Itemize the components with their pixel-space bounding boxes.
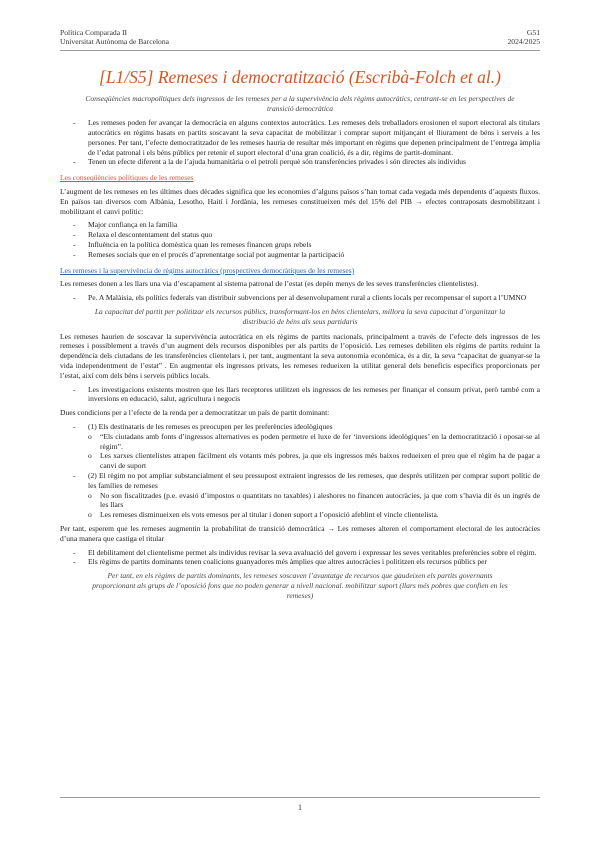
list-item: - Remeses socials que en el procés d’aprenentatge social pot augmentar la participació: [60, 250, 540, 260]
paragraph: Les remeses donen a les llars una via d’escapament al sistema patronal de l’estat (es depèn menys de les seves transferències clientelistes).: [60, 279, 479, 289]
final-list: [60, 548, 540, 568]
intro-list: [60, 118, 540, 167]
page-header: [60, 28, 540, 51]
paragraph: Les remeses haurien de soscavar la supervivència autocràtica en els règims de partits nacionals, principalment a través de l’efecte dels ingressos de les remeses i possiblement a través d’un augment dels recursos disponibles per als partits de l’oposició. Les remeses debiliten els règims de partits reduint la dependència dels ciutadans de les transferències clientelars i, per tant, augmentant la seva autonomia econòmica, és a dir, la seva “capacitat de guanyar-se la vida independentment de l’estat” . En augmentar els ingressos privats, les remeses redueixen la utilitat general dels beneficis específics proporcionats per l’estat, així com dels béns i serveis públics locals.: [60, 331, 540, 380]
paragraph: Per tant, esperem que les remeses augmentin la probabilitat de transició democràtica → Les remeses alteren el comportament electoral de les autocràcies d’una manera que castiga el titular: [60, 523, 540, 543]
example-list: [60, 293, 540, 303]
list-item: [60, 471, 540, 520]
conditions-list: [60, 422, 540, 520]
academic-year: 2024/2025: [507, 37, 540, 47]
section-heading-survival: Les remeses i la supervivència de règims autocràtics (prospectives democràtiques de les remeses): [60, 265, 355, 275]
list-item: - Pe. A Malàisia, els polítics federals van distribuir subvencions per al desenvolupament rural a clients locals per recompensar el suport a l’UMNO: [60, 293, 540, 303]
list-item: - Influència en la política domèstica quan les remeses financen grups rebels: [60, 240, 540, 250]
list-item: [60, 422, 540, 471]
header-left: [60, 28, 169, 46]
list-item: - Els règims de partits dominants tenen coalicions guanyadores més àmplies que altres autocràcies i polititzen els recursos públics per: [60, 557, 540, 567]
course-name: Política Comparada II: [60, 28, 128, 37]
paragraph: Dues condicions per a l’efecte de la renda per a democratitzar un país de partit dominant:: [60, 408, 330, 418]
document-title: [L1/S5] Remeses i democratització (Escribà-Folch et al.): [99, 67, 501, 87]
research-list: [60, 385, 540, 405]
list-item: - Major confiança en la família: [60, 220, 540, 230]
list-item: - Les remeses poden fer avançar la democràcia en alguns contextos autocràtics. Les remeses dels treballadors erosionen el suport electoral als titulars autocràtics en règims basats en partits soscavant la seva capacitat de mobilitzar i comprar suport mitjançant el lliurament de béns i serveis a les persones. Per tant, l’efecte democratitzador de les remeses hauria de resultar més important en règims que depenen principalment de l’entrega àmplia de l’edat patronal i els béns públics per retenir el suport electoral d’una gran coalició, és a dir, règims de partit-dominant.: [60, 118, 540, 157]
list-item: - Les investigacions existents mostren que les llars receptores utilitzen els ingressos de les remeses per finançar el consum privat, però també com a inversions en educació, salut, agricultura i negocis: [60, 385, 540, 405]
effects-list: [60, 220, 540, 259]
list-item: - Relaxa el descontentament del status quo: [60, 230, 540, 240]
sub-list-item: o “Els ciutadans amb fonts d’ingressos alternatives es poden permetre el luxe de fer ‘inversions ideològiques’ en la democratització i oposar-se al règim”.: [60, 432, 540, 452]
university-name: Universitat Autònoma de Barcelona: [60, 37, 170, 47]
list-item: - Tenen un efecte diferent a la de l’ajuda humanitària o el petroli perquè són transferències privades i són directes als individus: [60, 157, 540, 167]
page-number: 1: [298, 803, 302, 812]
italic-quote: La capacitat del partit per polititzar els recursos públics, transformant-los en béns clientelars, millora la seva capacitat d’organitzar la distribució de béns als seus partidaris: [94, 307, 506, 326]
sub-list: [88, 491, 540, 520]
sub-list-item: o Les remeses disminueixen els vots emesos per al titular i donen suport a l’oposició afeblint el vincle clientelista.: [60, 510, 540, 520]
italic-quote: Per tant, en els règims de partits dominants, les remeses soscaven l’avantatge de recursos que gaudeixen els partits governants proporcionant als grups de l’oposició fons que no poden generar a nivell nacional. mobilitzar suport (llars més pobres que confien en les remeses): [92, 571, 508, 600]
section-heading-consequences: Les conseqüències polítiques de les remeses: [60, 173, 194, 183]
condition-1-text: (1) Els destinataris de les remeses es preocupen per les preferències ideològiques: [88, 421, 333, 431]
header-right: [508, 28, 541, 46]
group-code: G51: [526, 28, 540, 37]
sub-list-item: o No son fiscalitzades (p.e. evasió d’impostos o quantitats no taxables) i aleshores no financen autocràcies, ja que com s’havia dit és un ingrés de les llars: [60, 491, 540, 511]
sub-list: [88, 432, 540, 471]
paragraph: L’augment de les remeses en les últimes dues dècades significa que les economies d’alguns països s’han tornat cada vegada més dependents d’aquests fluxos. En països tan diversos com Albània, Lesotho, Haití i Jordània, les remeses constitueixen més del 15% del PIB → efectes contraposats desmobilitzant i mobilitzant el canvi polític:: [60, 187, 540, 216]
condition-2-text: (2) El règim no pot ampliar substancialment el seu pressupost extraient ingressos de les remeses, que després utilitzen per comprar suport polític de les famílies de remeses: [88, 470, 540, 490]
document-subtitle: Conseqüències macropolítiques dels ingressos de les remeses per a la supervivència dels règims autocràtics, centrant-se en les perspectives de transició democràtica: [85, 94, 515, 114]
list-item: - El debilitament del clientelisme permet als individus revisar la seva avaluació del govern i expressar les seves veritables preferències sobre el règim.: [60, 548, 540, 558]
sub-list-item: o Les xarxes clientelistes atrapen fàcilment els votants més pobres, ja que els ingressos més baixos redueixen el preu que el règim ha de pagar a canvi de suport: [60, 451, 540, 471]
footer-divider: [60, 797, 540, 798]
document-body: [60, 67, 540, 606]
